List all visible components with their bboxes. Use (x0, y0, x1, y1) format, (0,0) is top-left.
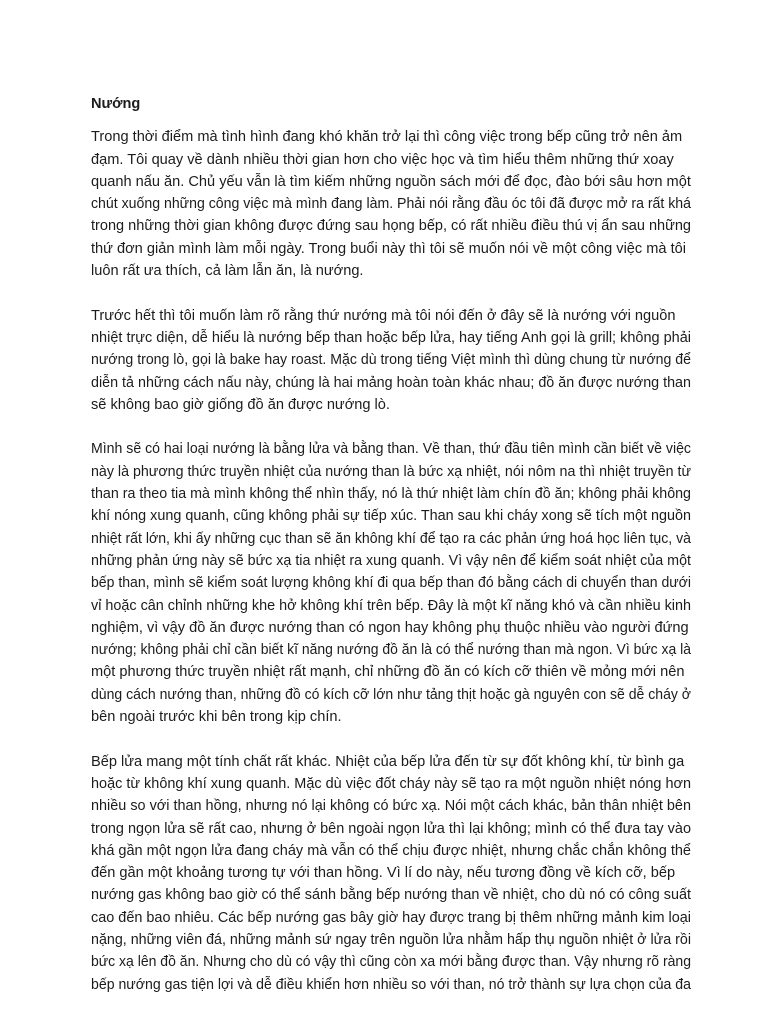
text-line: nướng; không phải chỉ cần biết kĩ năng nướng đồ ăn là có thể nướng than mà ngon. Vì bức xạ là (91, 642, 691, 659)
text-line: đến gần một khoảng tương tự với than hồng. Vì lí do này, nếu tương đồng về kích cỡ, bếp (91, 865, 676, 882)
text-line: Mình sẽ có hai loại nướng là bằng lửa và bằng than. Về than, thứ đầu tiên mình cần biết về việc (91, 441, 691, 458)
text-line: quanh nấu ăn. Chủ yếu vẫn là tìm kiếm những nguồn sách mới để đọc, đào bới sâu hơn một (91, 173, 691, 190)
document-body (91, 126, 691, 996)
text-line: thứ đơn giản mình làm mỗi ngày. Trong buổi này thì tôi sẽ muốn nói về một công việc mà tôi (91, 240, 687, 257)
text-line: luôn rất ưa thích, cả làm lẫn ăn, là nướng. (91, 263, 364, 280)
text-line: khá gần một ngọn lửa đang cháy mà vẫn có thể chịu được nhiệt, nhưng chắc chắn không thể (91, 842, 691, 859)
paragraph (91, 438, 691, 728)
text-line: nghiệm, vì vậy đồ ăn được nướng than có ngon hay không phụ thuộc nhiều vào người đứng (91, 619, 689, 636)
text-line: trong ngọn lửa sẽ rất cao, nhưng ở bên ngoài ngọn lửa thì lại không; mình có thể đưa tay vào (91, 820, 691, 837)
text-line: trong những thời gian không được đứng sau họng bếp, có rất nhiều điều thú vị ẩn sau những (91, 218, 691, 235)
text-line: dùng cách nướng than, những đồ có kích cỡ lớn như tảng thịt hoặc gà nguyên con sẽ dễ cháy ở (91, 686, 691, 703)
text-line: nặng, những viên đá, những mảnh sứ ngay trên nguồn lửa nhằm hấp thụ nguồn nhiệt ở lửa rồi (91, 931, 691, 948)
text-line: nhiệt rất lớn, khi ấy những cục than sẽ ăn không khí để tạo ra các phản ứng hoá học liên tục, và (91, 530, 691, 547)
text-line: Bếp lửa mang một tính chất rất khác. Nhiệt của bếp lửa đến từ sự đốt không khí, từ bình ga (91, 753, 685, 770)
text-line: cao đến bao nhiêu. Các bếp nướng gas bây giờ hay được trang bị thêm những mảnh kim loại (91, 909, 691, 926)
paragraph (91, 751, 691, 996)
text-line: than ra theo tia mà mình không thể nhìn thấy, nó là thứ nhiệt làm chín đồ ăn; không phải không (91, 486, 691, 503)
text-line: những phản ứng này sẽ bức xạ tia nhiệt ra xung quanh. Vì vậy nên để kiểm soát nhiệt của một (91, 552, 691, 569)
paragraph (91, 126, 691, 282)
paragraph (91, 305, 691, 416)
text-line: bếp nướng gas tiện lợi và dễ điều khiển hơn nhiều so với than, nó trở thành sự lựa chọn của đa (91, 976, 691, 993)
text-line: một phương thức truyền nhiệt rất mạnh, chỉ những đồ ăn có kích cỡ thiên về mỏng mới nên (91, 664, 685, 681)
text-line: nướng trong lò, gọi là bake hay roast. Mặc dù trong tiếng Việt mình thì dùng chung từ nướng để (91, 352, 691, 369)
text-line: khí nóng xung quanh, cũng không phải sự tiếp xúc. Than sau khi cháy xong sẽ tích một nguồn (91, 508, 691, 525)
text-line: nhiệt trực diện, dễ hiểu là nướng bếp than hoặc bếp lửa, hay tiếng Anh gọi là grill; không phải (91, 329, 691, 346)
text-line: nhiều so với than hồng, nhưng nó lại không có bức xạ. Nói một cách khác, bản thân nhiệt bên (91, 798, 691, 815)
document-page (91, 93, 691, 1018)
text-line: bức xạ lên đồ ăn. Nhưng cho dù có vậy thì cũng còn xa mới bằng được than. Vậy nhưng rõ ràng (91, 954, 691, 971)
text-line: nướng gas không bao giờ có thể sánh bằng bếp nướng than về nhiệt, cho dù nó có công suất (91, 887, 691, 904)
document-title: Nướng (91, 96, 141, 112)
text-line: chút xuống những công việc mà mình đang làm. Phải nói rằng đầu óc tôi đã được mở ra rất khá (91, 196, 691, 213)
text-line: bếp than, mình sẽ kiểm soát lượng không khí đi qua bếp than đó bằng cách di chuyển than dưới (91, 575, 691, 592)
text-line: Trong thời điểm mà tình hình đang khó khăn trở lại thì công việc trong bếp cũng trở nên ảm (91, 129, 683, 146)
text-line: bên ngoài trước khi bên trong kịp chín. (91, 709, 342, 726)
text-line: này là phương thức truyền nhiệt của nướng than là bức xạ nhiệt, nói nôm na thì nhiệt truyền từ (91, 463, 691, 480)
text-line: vỉ hoặc cân chỉnh những khe hở không khí trên bếp. Đây là một kĩ năng khó và cần nhiều kinh (91, 597, 691, 614)
text-line: diễn tả những cách nấu này, chúng là hai mảng hoàn toàn khác nhau; đồ ăn được nướng than (91, 374, 691, 391)
text-line: đạm. Tôi quay về dành nhiều thời gian hơn cho việc học và tìm hiểu thêm những thứ xoay (91, 151, 674, 168)
text-line: hoặc từ không khí xung quanh. Mặc dù việc đốt cháy này sẽ tạo ra một nguồn nhiệt nóng hơn (91, 775, 691, 792)
text-line: Trước hết thì tôi muốn làm rõ rằng thứ nướng mà tôi nói đến ở đây sẽ là nướng với nguồn (91, 307, 676, 324)
text-line: sẽ không bao giờ giống đồ ăn được nướng lò. (91, 396, 390, 413)
